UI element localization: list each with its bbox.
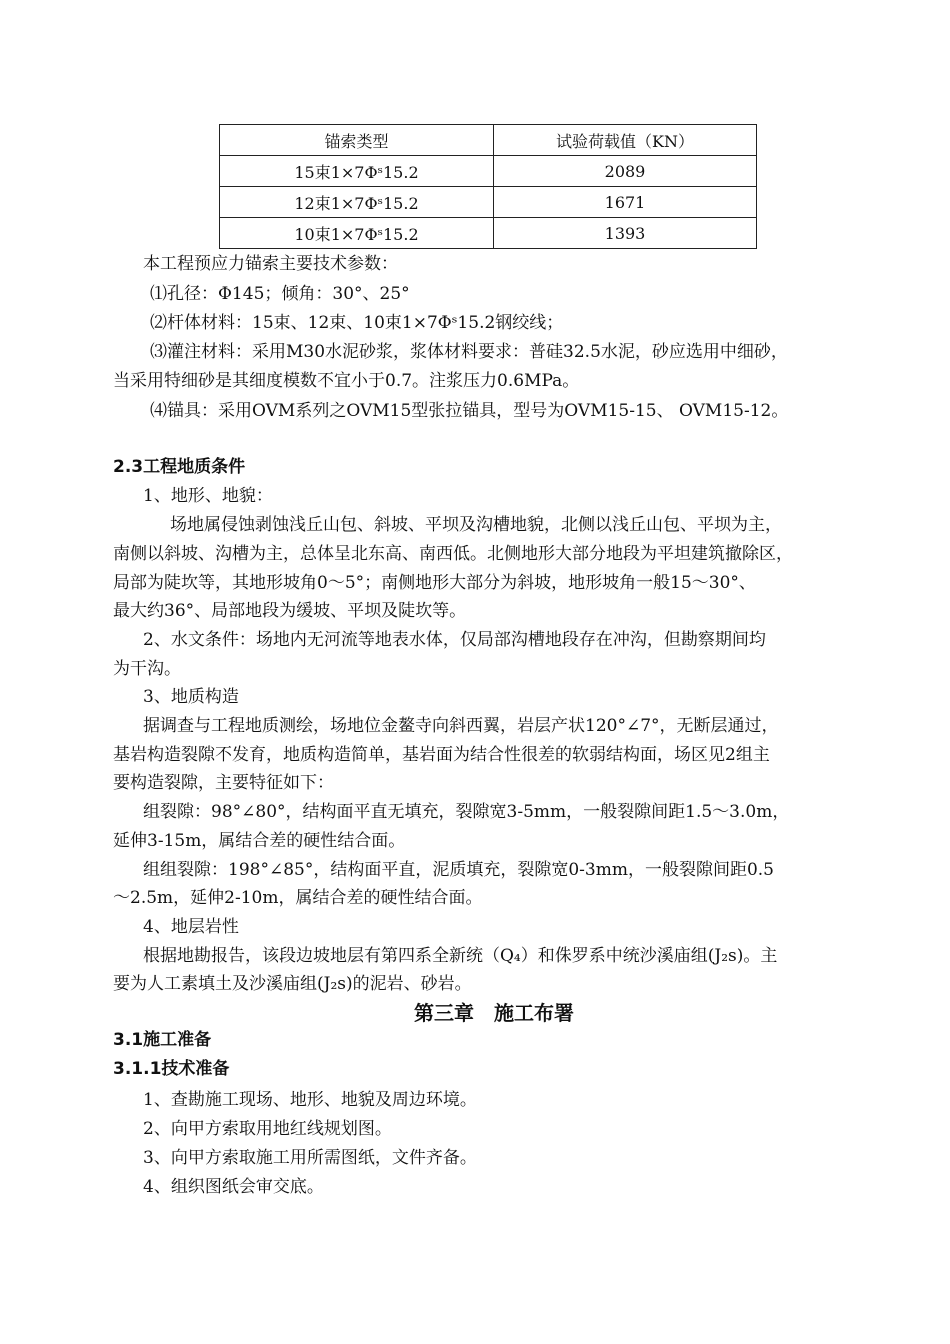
joint-2-line-1: 组组裂隙：198°∠85°，结构面平直，泥质填充，裂隙宽0-3mm，一般裂隙间距0.5 bbox=[143, 860, 774, 880]
s3-line-3: 要构造裂隙，主要特征如下： bbox=[113, 773, 334, 793]
params-intro: 本工程预应力锚索主要技术参数： bbox=[143, 254, 398, 274]
table-header-load: 试验荷载值（KN） bbox=[494, 125, 757, 156]
param-1: ⑴孔径：Φ145；倾角：30°、25° bbox=[150, 284, 410, 304]
s1-line-3: 局部为陡坎等，其地形坡角0～5°；南侧地形大部分为斜坡，地形坡角一般15～30°、 bbox=[113, 573, 756, 593]
joint-1-line-2: 延伸3-15m，属结合差的硬性结合面。 bbox=[113, 831, 406, 851]
s1-line-1: 场地属侵蚀剥蚀浅丘山包、斜坡、平坝及沟槽地貌，北侧以浅丘山包、平坝为主， bbox=[170, 515, 782, 535]
s2-line-1: 2、水文条件：场地内无河流等地表水体，仅局部沟槽地段存在冲沟，但勘察期间均 bbox=[143, 630, 766, 650]
anchor-load-table bbox=[219, 124, 757, 249]
param-2: ⑵杆体材料：15束、12束、10束1×7Φˢ15.2钢绞线； bbox=[150, 313, 564, 333]
section-2-3-title: 2.3工程地质条件 bbox=[113, 457, 246, 477]
table-header-type: 锚索类型 bbox=[220, 125, 494, 156]
table-cell: 10束1×7Φˢ15.2 bbox=[220, 218, 494, 249]
s1-line-4: 最大约36°、局部地段为缓坡、平坝及陡坎等。 bbox=[113, 601, 467, 621]
table-cell: 1393 bbox=[494, 218, 757, 249]
s4-line-2: 要为人工素填土及沙溪庙组(J₂s)的泥岩、砂岩。 bbox=[113, 974, 472, 994]
table-row bbox=[220, 218, 757, 249]
list-item: 1、查勘施工现场、地形、地貌及周边环境。 bbox=[143, 1090, 477, 1110]
s1-title: 1、地形、地貌： bbox=[143, 486, 273, 506]
s3-title: 3、地质构造 bbox=[143, 687, 239, 707]
param-4: ⑷锚具：采用OVM系列之OVM15型张拉锚具，型号为OVM15-15、 OVM15-12。 bbox=[150, 401, 789, 421]
param-3-line-1: ⑶灌注材料：采用M30水泥砂浆，浆体材料要求：普硅32.5水泥，砂应选用中细砂， bbox=[150, 342, 788, 362]
section-3-1-title: 3.1施工准备 bbox=[113, 1030, 212, 1050]
s3-line-1: 据调查与工程地质测绘，场地位金鳌寺向斜西翼，岩层产状120°∠7°，无断层通过， bbox=[143, 716, 779, 736]
table-row bbox=[220, 156, 757, 187]
table-cell: 1671 bbox=[494, 187, 757, 218]
chapter-3-title: 第三章 施工布署 bbox=[414, 1001, 574, 1025]
s4-title: 4、地层岩性 bbox=[143, 917, 239, 937]
joint-2-line-2: ～2.5m，延伸2-10m，属结合差的硬性结合面。 bbox=[113, 888, 483, 908]
s4-line-1: 根据地勘报告，该段边坡地层有第四系全新统（Q₄）和侏罗系中统沙溪庙组(J₂s)。主 bbox=[143, 946, 778, 966]
table-cell: 2089 bbox=[494, 156, 757, 187]
s2-line-2: 为干沟。 bbox=[113, 659, 181, 679]
list-item: 2、向甲方索取用地红线规划图。 bbox=[143, 1119, 392, 1139]
table-cell: 15束1×7Φˢ15.2 bbox=[220, 156, 494, 187]
s1-line-2: 南侧以斜坡、沟槽为主，总体呈北东高、南西低。北侧地形大部分地段为平坦建筑撤除区， bbox=[113, 544, 793, 564]
param-3-line-2: 当采用特细砂是其细度模数不宜小于0.7。注浆压力0.6MPa。 bbox=[113, 371, 580, 391]
list-item: 3、向甲方索取施工用所需图纸，文件齐备。 bbox=[143, 1148, 477, 1168]
table-cell: 12束1×7Φˢ15.2 bbox=[220, 187, 494, 218]
table-header-row bbox=[220, 125, 757, 156]
s3-line-2: 基岩构造裂隙不发育，地质构造简单，基岩面为结合性很差的软弱结构面，场区见2组主 bbox=[113, 745, 770, 765]
joint-1-line-1: 组裂隙：98°∠80°，结构面平直无填充，裂隙宽3-5mm，一般裂隙间距1.5～3.0m， bbox=[143, 802, 790, 822]
list-item: 4、组织图纸会审交底。 bbox=[143, 1177, 324, 1197]
section-3-1-1-title: 3.1.1技术准备 bbox=[113, 1059, 230, 1079]
table-row bbox=[220, 187, 757, 218]
